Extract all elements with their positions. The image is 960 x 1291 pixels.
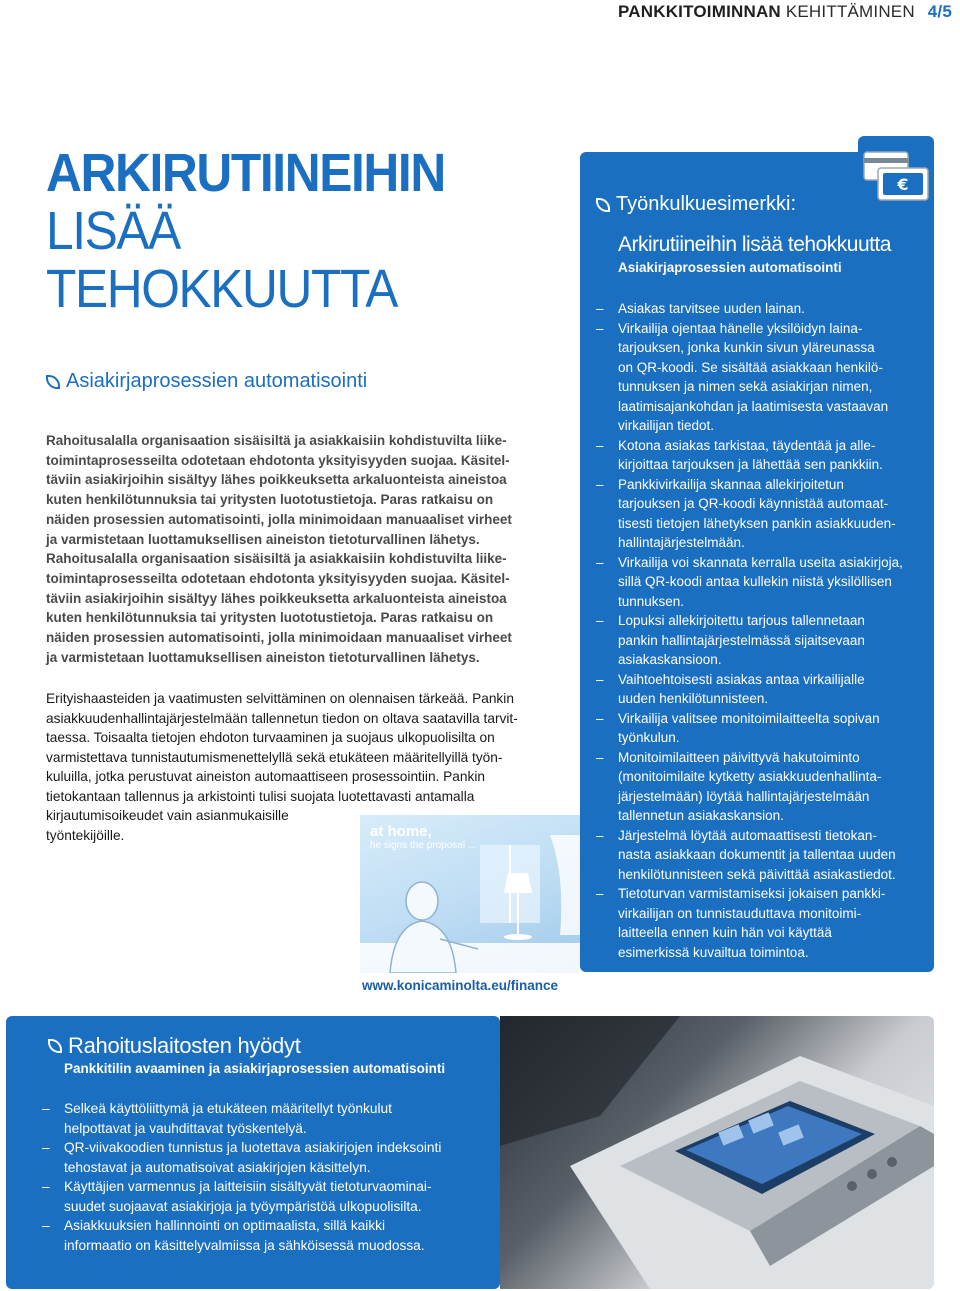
mfp-control-panel-illustration	[500, 1016, 934, 1289]
text-line: työnkulun.	[618, 730, 680, 745]
text-line: uuden henkilötunnisteen.	[618, 691, 769, 706]
text-line: kuluilla, jotka perustuvat aineiston automaattiseen prosessointiin. Pankin	[46, 769, 486, 784]
list-item	[596, 299, 926, 319]
text-line: (monitoimilaite kytketty asiakkuudenhallinta-	[618, 769, 882, 784]
text-line: kuten henkilötunnuksia tai yritysten luototustietoja. Paras ratkaisu on	[46, 492, 494, 508]
text-line: ja varmistetaan luottamuksellisen aineiston tietoturvallinen lähetys.	[46, 649, 480, 665]
text-line: kuten henkilötunnuksia tai yritysten luototustietoja. Paras ratkaisu on	[46, 610, 494, 626]
list-item	[42, 1099, 492, 1138]
page-number: 4/5	[927, 2, 952, 21]
text-line: informaatio on käsittelyvalmiissa ja sähköisessä muodossa.	[64, 1237, 425, 1253]
text-line: – Virkailija voi skannata kerralla useita asiakirjoja,	[618, 554, 903, 570]
list-item	[596, 319, 926, 436]
text-line: ja varmistetaan luottamuksellisen aineiston tietoturvallinen lähetys.	[46, 531, 480, 547]
page-header	[618, 2, 952, 22]
sidebar-heading	[596, 193, 796, 216]
text-line: täviin asiakirjoihin sisältyy lähes poikkeuksetta arkaluonteista aineistoa	[46, 590, 507, 606]
header-light: KEHITTÄMINEN	[785, 2, 915, 21]
text-line: laitteella ennen kuin hän voi käyttää	[618, 925, 832, 940]
header-bold: PANKKITOIMINNAN	[617, 2, 781, 21]
text-line: tehostavat ja automatisoivat asiakirjojen käsittelyn.	[64, 1159, 371, 1175]
text-line: – Asiakas tarvitsee uuden lainan.	[618, 301, 805, 316]
sidebar-heading-text: Työnkulkuesimerkki:	[616, 193, 797, 215]
title-line-3: TEHOKKUUTTA	[46, 259, 397, 319]
benefits-list	[42, 1099, 492, 1255]
text-line: tunnuksen.	[618, 593, 685, 609]
text-line: – Järjestelmä löytää automaattisesti tietokan-	[618, 827, 877, 843]
text-line: Rahoitusalalla organisaation sisäisiltä ja asiakkaisiin kohdistuvilta liike-	[46, 551, 507, 567]
home-illustration	[360, 815, 580, 973]
text-line: työntekijöille.	[46, 827, 125, 843]
text-line: toimintaprosesseilta odotetaan ehdotonta yksityisyyden suojaa. Käsitel-	[46, 452, 510, 468]
text-line: varmistettava tunnistautumismenettelyllä sekä etukäteen määritellyillä työn-	[46, 749, 503, 765]
text-line: tunnuksen ja nimen sekä asiakirjan nimen,	[618, 379, 873, 394]
text-line: – Asiakkuuksien hallinnointi on optimaalista, sillä kaikki	[64, 1218, 386, 1233]
text-line: tallennetun asiakaskansion.	[618, 808, 784, 823]
list-item	[596, 670, 926, 709]
text-line: nasta asiakkaan dokumentit ja tallentaa uuden	[618, 847, 896, 862]
text-line: – Käyttäjien varmennus ja laitteisiin sisältyvät tietoturvaominai-	[64, 1179, 432, 1194]
text-line: laatimisajankohdan ja laatimisesta vastaavan	[618, 398, 889, 414]
text-line: Rahoitusalalla organisaation sisäisiltä ja asiakkaisiin kohdistuvilta liike-	[46, 433, 507, 448]
sidebar-subtitle: Asiakirjaprosessien automatisointi	[618, 260, 842, 275]
text-line: järjestelmään) löytää hallintajärjestelmään	[618, 788, 870, 804]
text-line: Erityishaasteiden ja vaatimusten selvittäminen on olennaisen tärkeää. Pankin	[46, 691, 514, 706]
benefits-heading	[48, 1033, 301, 1059]
website-link[interactable]: www.konicaminolta.eu/finance	[362, 978, 559, 993]
text-line: – Lopuksi allekirjoitettu tarjous tallennetaan	[618, 613, 865, 628]
text-line: – QR-viivakoodien tunnistus ja luotettava asiakirjojen indeksointi	[64, 1140, 442, 1155]
text-line: – Monitoimilaitteen päivittyvä hakutoiminto	[618, 749, 860, 765]
list-item	[596, 611, 926, 670]
sidebar-subheading: Arkirutiineihin lisää tehokkuutta	[618, 233, 891, 256]
title-line-1: ARKIRUTIINEIHIN	[46, 143, 445, 203]
illustration-subcaption: he signs the proposal ...	[370, 840, 477, 851]
text-line: tarjouksen ja QR-koodi käynnistää automaat-	[618, 496, 889, 511]
text-line: hallintajärjestelmään.	[618, 535, 745, 550]
benefits-subheading: Pankkitilin avaaminen ja asiakirjaprosessien automatisointi	[64, 1061, 446, 1076]
text-line: – Pankkivirkailija skannaa allekirjoitetun	[618, 476, 844, 492]
page-title	[46, 144, 445, 318]
list-item	[42, 1138, 492, 1177]
list-item	[42, 1177, 492, 1216]
text-line: henkilötunnisteen sekä päivittää asiakastiedot.	[618, 866, 896, 882]
list-item	[596, 826, 926, 885]
text-line: – Kotona asiakas tarkistaa, täydentää ja alle-	[618, 437, 876, 453]
leaf-icon	[596, 198, 610, 212]
list-item	[596, 748, 926, 826]
list-item	[596, 884, 926, 962]
text-line: täviin asiakirjoihin sisältyy lähes poikkeuksetta arkaluonteista aineistoa	[46, 472, 507, 488]
section-heading	[46, 370, 367, 393]
text-line: virkailijan on tunnistauduttava monitoimi-	[618, 905, 862, 921]
svg-text:€: €	[897, 175, 909, 194]
printer-photo	[500, 1016, 934, 1289]
text-line: näiden prosessien automatisointi, jolla minimoidaan manuaaliset virheet	[46, 630, 512, 646]
leaf-icon	[46, 375, 60, 389]
text-line: helpottavat ja vauhdittavat työskentelyä.	[64, 1120, 307, 1136]
text-line: esimerkissä kuvailtua toimintoa.	[618, 944, 809, 960]
benefits-heading-text: Rahoituslaitosten hyödyt	[68, 1033, 301, 1058]
title-line-2: LISÄÄ	[46, 201, 180, 261]
workflow-steps	[596, 299, 926, 962]
list-item	[42, 1216, 492, 1255]
euro-cards-icon	[862, 148, 932, 204]
text-line: kirjautumisoikeudet vain asianmukaisille	[46, 808, 289, 823]
text-line: tarjouksen, jonka kunkin sivun yläreunassa	[618, 340, 875, 355]
list-item	[596, 709, 926, 748]
text-line: – Selkeä käyttöliittymä ja etukäteen määritellyt työnkulut	[64, 1101, 392, 1116]
list-item	[596, 436, 926, 475]
list-item	[596, 475, 926, 553]
leaf-icon	[48, 1039, 62, 1053]
text-line: näiden prosessien automatisointi, jolla minimoidaan manuaaliset virheet	[46, 511, 512, 527]
section-heading-text: Asiakirjaprosessien automatisointi	[66, 370, 368, 392]
text-line: tietokantaan tallennus ja arkistointi tulisi suojata luotettavasti antamalla	[46, 788, 475, 804]
text-line: – Vaihtoehtoisesti asiakas antaa virkailijalle	[618, 671, 865, 687]
text-line: asiakkuudenhallintajärjestelmään tallennetun tiedon on oltava saatavilla tarvit-	[46, 710, 518, 726]
text-line: – Tietoturvan varmistamiseksi jokaisen pankki-	[618, 886, 886, 901]
text-line: suudet suojaavat asiakirjoja ja työympäristöä ulkopuolisilta.	[64, 1198, 422, 1214]
text-line: tisesti tietojen lähetyksen pankin asiakkuuden-	[618, 515, 896, 531]
text-line: sillä QR-koodi antaa kullekin niistä yksilöllisen	[618, 574, 892, 589]
illustration-caption: at home,	[370, 823, 432, 840]
intro-paragraph	[46, 431, 538, 667]
text-line: taessa. Toisaalta tietojen ehdoton turvaaminen ja suojaus ulkopuolisilta on	[46, 730, 495, 745]
text-line: – Virkailija valitsee monitoimilaitteelta sopivan	[618, 710, 880, 726]
text-line: toimintaprosesseilta odotetaan ehdotonta yksityisyyden suojaa. Käsitel-	[46, 570, 510, 586]
text-line: – Virkailija ojentaa hänelle yksilöidyn laina-	[618, 320, 863, 336]
list-item	[596, 553, 926, 612]
text-line: virkailijan tiedot.	[618, 418, 715, 433]
text-line: on QR-koodi. Se sisältää asiakkaan henkilö-	[618, 359, 883, 375]
text-line: pankin hallintajärjestelmässä sijaitsevaan	[618, 632, 865, 648]
text-line: asiakaskansioon.	[618, 652, 722, 667]
text-line: kirjoittaa tarjouksen ja lähettää sen pankkiin.	[618, 457, 883, 472]
